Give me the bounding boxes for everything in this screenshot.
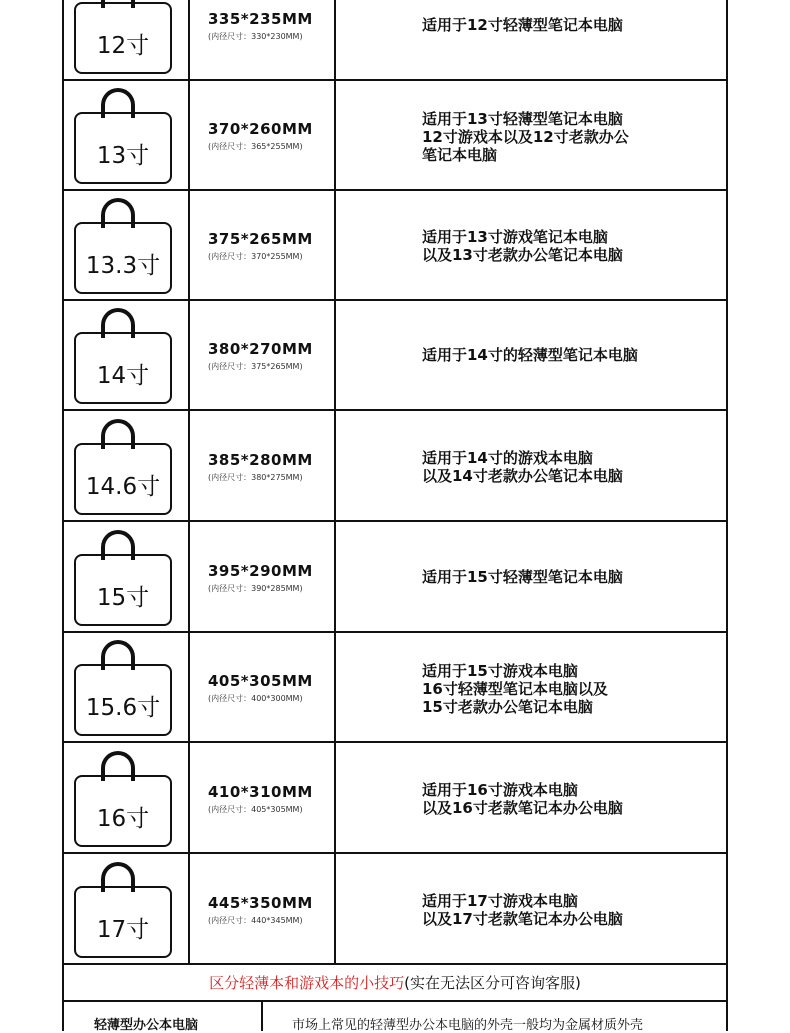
compatibility-description [422, 110, 722, 164]
dimensions [208, 562, 338, 594]
compatibility-description [422, 228, 722, 264]
bag-size-label: 12寸 [74, 2, 172, 74]
size-row [64, 411, 726, 522]
size-row [64, 190, 726, 301]
bag-size-label: 16寸 [74, 775, 172, 847]
description-line: 笔记本电脑 [422, 146, 498, 164]
column-divider [261, 1002, 263, 1031]
tip-title: 区分轻薄本和游戏本的小技巧 [209, 974, 405, 992]
size-table [62, 0, 728, 1031]
size-row [64, 300, 726, 411]
compatibility-description [422, 892, 722, 928]
dimensions [208, 10, 338, 42]
description-line: 适用于15寸轻薄型笔记本电脑 [422, 568, 623, 586]
column-divider [188, 743, 190, 852]
description-line: 适用于13寸轻薄型笔记本电脑 [422, 110, 623, 128]
description-line: 以及14寸老款办公笔记本电脑 [422, 467, 623, 485]
inner-dimensions: (内径尺寸：380*275MM) [208, 473, 303, 482]
description-line: 适用于17寸游戏本电脑 [422, 892, 578, 910]
inner-dimensions: (内径尺寸：330*230MM) [208, 32, 303, 41]
bag-size-label: 15.6寸 [74, 664, 172, 736]
description-line: 以及16寸老款笔记本办公电脑 [422, 799, 623, 817]
description-line: 适用于15寸游戏本电脑 [422, 662, 578, 680]
description-line: 适用于14寸的轻薄型笔记本电脑 [422, 346, 638, 364]
description-line: 16寸轻薄型笔记本电脑以及 [422, 680, 608, 698]
description-line: 12寸游戏本以及12寸老款办公 [422, 128, 629, 146]
bottom-row [64, 1002, 726, 1031]
dimensions [208, 340, 338, 372]
inner-dimensions: (内径尺寸：365*255MM) [208, 142, 303, 151]
column-divider [188, 80, 190, 189]
dimensions [208, 451, 338, 483]
description-line: 适用于12寸轻薄型笔记本电脑 [422, 16, 623, 34]
bag-size-label: 15寸 [74, 554, 172, 626]
compatibility-description [422, 346, 722, 364]
dimensions [208, 230, 338, 262]
bottom-label: 轻薄型办公本电脑 [94, 1018, 199, 1033]
bag-size-label: 14寸 [74, 332, 172, 404]
outer-dimensions: 335*235MM [208, 10, 313, 28]
outer-dimensions: 410*310MM [208, 783, 313, 801]
compatibility-description [422, 568, 722, 586]
size-row [64, 0, 726, 81]
compatibility-description [422, 449, 722, 485]
bag-size-label: 13寸 [74, 112, 172, 184]
outer-dimensions: 445*350MM [208, 894, 313, 912]
tip-row [64, 966, 726, 1002]
compatibility-description [422, 662, 722, 716]
bag-size-label: 14.6寸 [74, 443, 172, 515]
compatibility-description [422, 781, 722, 817]
inner-dimensions: (内径尺寸：405*305MM) [208, 805, 303, 814]
description-line: 适用于13寸游戏笔记本电脑 [422, 228, 608, 246]
size-row [64, 743, 726, 854]
column-divider [188, 854, 190, 963]
column-divider [188, 0, 190, 79]
outer-dimensions: 405*305MM [208, 672, 313, 690]
outer-dimensions: 395*290MM [208, 562, 313, 580]
dimensions [208, 894, 338, 926]
bag-size-label: 17寸 [74, 886, 172, 958]
size-row [64, 854, 726, 965]
inner-dimensions: (内径尺寸：400*300MM) [208, 694, 303, 703]
size-row [64, 632, 726, 743]
outer-dimensions: 380*270MM [208, 340, 313, 358]
outer-dimensions: 375*265MM [208, 230, 313, 248]
size-row [64, 522, 726, 633]
dimensions [208, 120, 338, 152]
column-divider [188, 522, 190, 631]
dimensions [208, 672, 338, 704]
outer-dimensions: 385*280MM [208, 451, 313, 469]
size-row [64, 80, 726, 191]
bag-size-label: 13.3寸 [74, 222, 172, 294]
description-line: 以及13寸老款办公笔记本电脑 [422, 246, 623, 264]
tip-note: (实在无法区分可咨询客服) [404, 974, 581, 992]
inner-dimensions: (内径尺寸：440*345MM) [208, 916, 303, 925]
outer-dimensions: 370*260MM [208, 120, 313, 138]
compatibility-description [422, 16, 722, 34]
inner-dimensions: (内径尺寸：370*255MM) [208, 252, 303, 261]
bottom-text: 市场上常见的轻薄型办公本电脑的外壳一般均为金属材质外壳 [292, 1018, 644, 1033]
column-divider [188, 632, 190, 741]
description-line: 15寸老款办公笔记本电脑 [422, 698, 593, 716]
inner-dimensions: (内径尺寸：390*285MM) [208, 584, 303, 593]
inner-dimensions: (内径尺寸：375*265MM) [208, 362, 303, 371]
description-line: 适用于16寸游戏本电脑 [422, 781, 578, 799]
column-divider [188, 300, 190, 409]
column-divider [188, 190, 190, 299]
dimensions [208, 783, 338, 815]
description-line: 适用于14寸的游戏本电脑 [422, 449, 593, 467]
description-line: 以及17寸老款笔记本办公电脑 [422, 910, 623, 928]
column-divider [188, 411, 190, 520]
